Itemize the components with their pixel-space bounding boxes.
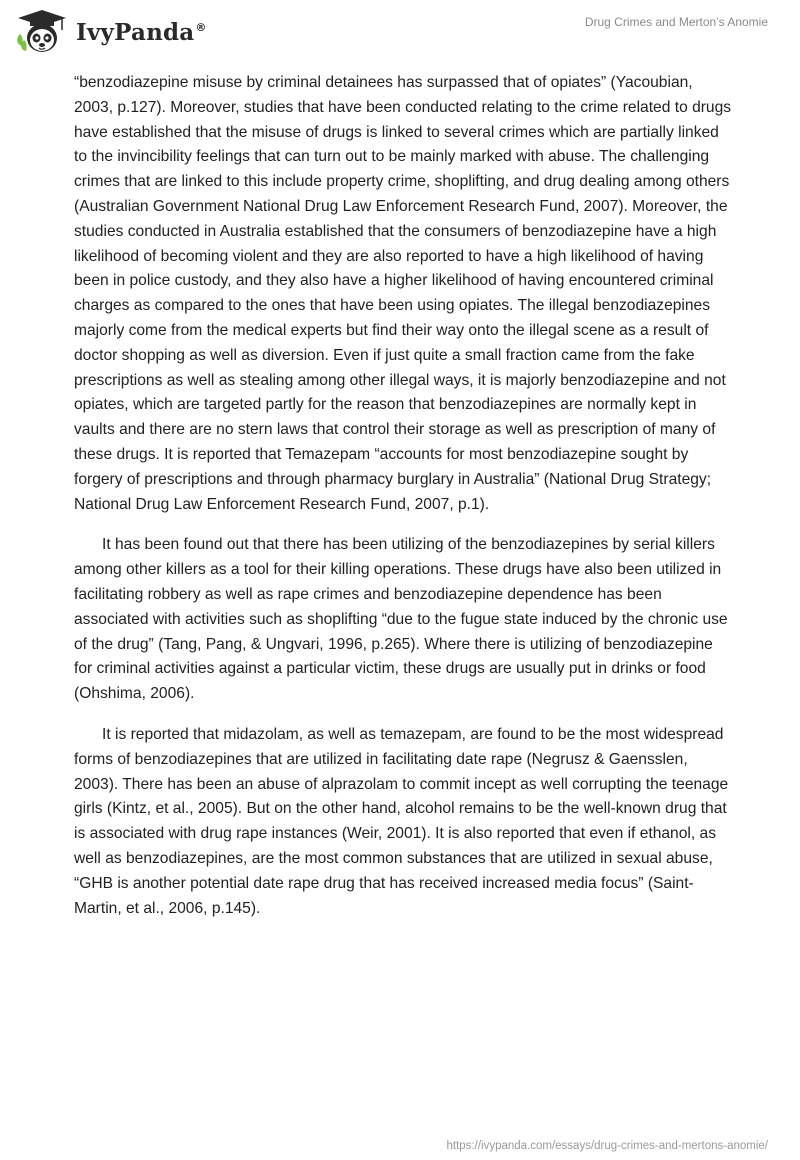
essay-paragraph: It has been found out that there has been utilizing of the benzodiazepines by serial killers among other killers as a tool for their killing operations. These drugs have also been utilized in facilitating robbery as well as rape crimes and benzodiazepine dependence has been associated with activities such as shoplifting “due to the fugue state induced by the chronic use of the drug” (Tang, Pang, & Ungvari, 1996, p.265). Where there is utilizing of benzodiazepine for criminal activities against a particular victim, these drugs are usually put in drinks or food (Ohshima, 2006).: [74, 536, 728, 703]
registered-mark: ®: [195, 20, 207, 34]
source-url[interactable]: https://ivypanda.com/essays/drug-crimes-and-mertons-anomie/: [446, 1140, 768, 1152]
panda-graduate-icon: [14, 8, 70, 56]
brand-name: IvyPanda®: [76, 18, 207, 46]
essay-body: [74, 71, 734, 937]
ivypanda-logo[interactable]: [14, 8, 207, 56]
document-title: Drug Crimes and Merton’s Anomie: [584, 15, 768, 29]
page-header: [0, 0, 800, 70]
essay-paragraph: “benzodiazepine misuse by criminal detainees has surpassed that of opiates” (Yacoubian, 2003, p.127). Moreover, studies that have been conducted relating to the crime related to drugs have established that the misuse of drugs is linked to several crimes which are partially linked to the invincibility feelings that can turn out to be mainly marked with abuse. The challenging crimes that are linked to this include property crime, shoplifting, and drug dealing among others (Australian Government National Drug Law Enforcement Research Fund, 2007). Moreover, the studies conducted in Australia established that the consumers of benzodiazepine have a high likelihood of becoming violent and they are also reported to have a high likelihood of having been in police custody, and they also have a higher likelihood of having encountered criminal charges as compared to the ones that have been using opiates. The illegal benzodiazepines majorly come from the medical experts but find their way onto the illegal scene as a result of doctor shopping as well as diversion. Even if just quite a small fraction came from the fake prescriptions as well as stealing among other illegal ways, it is majorly benzodiazepine and not opiates, which are targeted partly for the reason that benzodiazepines are normally kept in vaults and there are no stern laws that control their storage as well as prescription of many of these drugs. It is reported that Temazepam “accounts for most benzodiazepine sought by forgery of prescriptions and through pharmacy burglary in Australia” (National Drug Strategy; National Drug Law Enforcement Research Fund, 2007, p.1).: [74, 74, 732, 513]
essay-paragraph: It is reported that midazolam, as well as temazepam, are found to be the most widespread forms of benzodiazepines that are utilized in facilitating date rape (Negrusz & Gaensslen, 2003). There has been an abuse of alprazolam to commit incept as well corrupting the teenage girls (Kintz, et al., 2005). But on the other hand, alcohol remains to be the well-known drug that is associated with drug rape instances (Weir, 2001). It is also reported that even if ethanol, as well as benzodiazepines, are the most common substances that are utilized in sexual abuse, “GHB is another potential date rape drug that has received increased media focus” (Saint-Martin, et al., 2006, p.145).: [74, 725, 729, 917]
